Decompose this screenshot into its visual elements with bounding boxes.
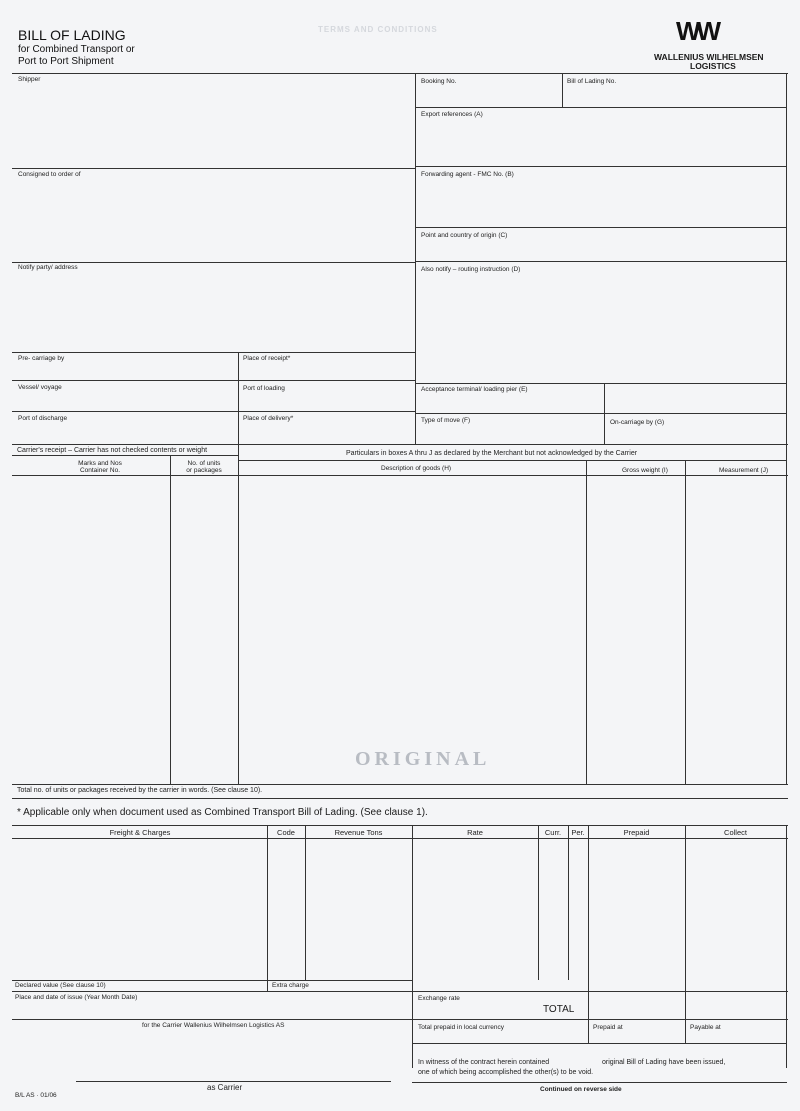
combined-transport-note: * Applicable only when document used as Combined Transport Bill of Lading. (See clause 1). — [17, 807, 428, 818]
continued-note: Continued on reverse side — [540, 1086, 622, 1093]
measurement-header: Measurement (J) — [719, 467, 769, 474]
company-logo-icon: WW — [676, 16, 718, 46]
declared-value-label: Declared value (See clause 10) — [15, 982, 106, 989]
collect-header: Collect — [724, 828, 747, 837]
forwarding-agent-label: Forwarding agent - FMC No. (B) — [421, 171, 514, 178]
prepaid-at-label: Prepaid at — [593, 1024, 623, 1031]
notify-party-label: Notify party/ address — [18, 264, 78, 271]
acceptance-terminal-label: Acceptance terminal/ loading pier (E) — [421, 386, 528, 393]
total-label: TOTAL — [543, 1004, 575, 1015]
code-header: Code — [277, 828, 295, 837]
revenue-tons-header: Revenue Tons — [334, 828, 383, 837]
extra-charge-label: Extra charge — [272, 982, 309, 989]
payable-at-label: Payable at — [690, 1024, 721, 1031]
witness-text-c: one of which being accomplished the other(s) to be void. — [418, 1069, 594, 1076]
export-references-label: Export references (A) — [421, 111, 483, 118]
marks-header-2: Container No. — [79, 467, 121, 474]
port-loading-label: Port of loading — [243, 385, 285, 392]
on-carriage-label: On-carriage by (G) — [610, 419, 665, 426]
form-subtitle-1: for Combined Transport or — [18, 44, 135, 55]
total-units-label: Total no. of units or packages received by the carrier in words. (See clause 10). — [17, 787, 263, 794]
freight-charges-header: Freight & Charges — [109, 828, 171, 837]
form-title: BILL OF LADING — [18, 27, 126, 43]
type-of-move-label: Type of move (F) — [421, 417, 471, 424]
marks-header-1: Marks and Nos — [78, 460, 122, 467]
exchange-rate-label: Exchange rate — [418, 995, 460, 1002]
description-header: Description of goods (H) — [381, 465, 452, 472]
per-header: Per. — [571, 828, 585, 837]
form-subtitle-2: Port to Port Shipment — [18, 56, 114, 67]
bl-no-label: Bill of Lading No. — [567, 78, 617, 85]
place-receipt-label: Place of receipt* — [243, 355, 291, 362]
particulars-note: Particulars in boxes A thru J as declared by the Merchant but not acknowledged by the Carrier — [346, 450, 638, 457]
ghost-heading: TERMS AND CONDITIONS — [318, 25, 438, 34]
gross-weight-header: Gross weight (I) — [622, 467, 668, 474]
original-watermark: ORIGINAL — [355, 748, 491, 770]
booking-no-label: Booking No. — [421, 78, 457, 85]
units-header-1: No. of units — [187, 460, 221, 467]
also-notify-label: Also notify – routing instruction (D) — [421, 266, 521, 273]
as-carrier-label: as Carrier — [207, 1083, 243, 1092]
witness-text-b: original Bill of Lading have been issued, — [602, 1059, 726, 1066]
units-header-2: or packages — [186, 467, 222, 474]
place-delivery-label: Place of delivery* — [243, 415, 294, 422]
place-date-issue-label: Place and date of issue (Year Month Date) — [15, 994, 138, 1001]
vessel-voyage-label: Vessel/ voyage — [18, 384, 62, 391]
rate-header: Rate — [467, 828, 483, 837]
carrier-for-label: for the Carrier Wallenius Wilhelmsen Logistics AS — [142, 1022, 285, 1029]
consignee-label: Consigned to order of — [18, 171, 81, 178]
company-division: LOGISTICS — [690, 61, 736, 71]
point-origin-label: Point and country of origin (C) — [421, 232, 508, 239]
pre-carriage-label: Pre- carriage by — [18, 355, 65, 362]
prepaid-header: Prepaid — [623, 828, 650, 837]
port-discharge-label: Port of discharge — [18, 415, 68, 422]
form-code: B/L AS · 01/06 — [15, 1092, 57, 1099]
curr-header: Curr. — [544, 828, 562, 837]
total-prepaid-label: Total prepaid in local currency — [418, 1024, 504, 1031]
company-name: WALLENIUS WILHELMSEN — [654, 52, 764, 62]
carrier-receipt-note: Carrier's receipt – Carrier has not checked contents or weight — [17, 447, 208, 454]
witness-text-a: In witness of the contract herein contained — [418, 1059, 550, 1066]
shipper-label: Shipper — [18, 76, 41, 83]
